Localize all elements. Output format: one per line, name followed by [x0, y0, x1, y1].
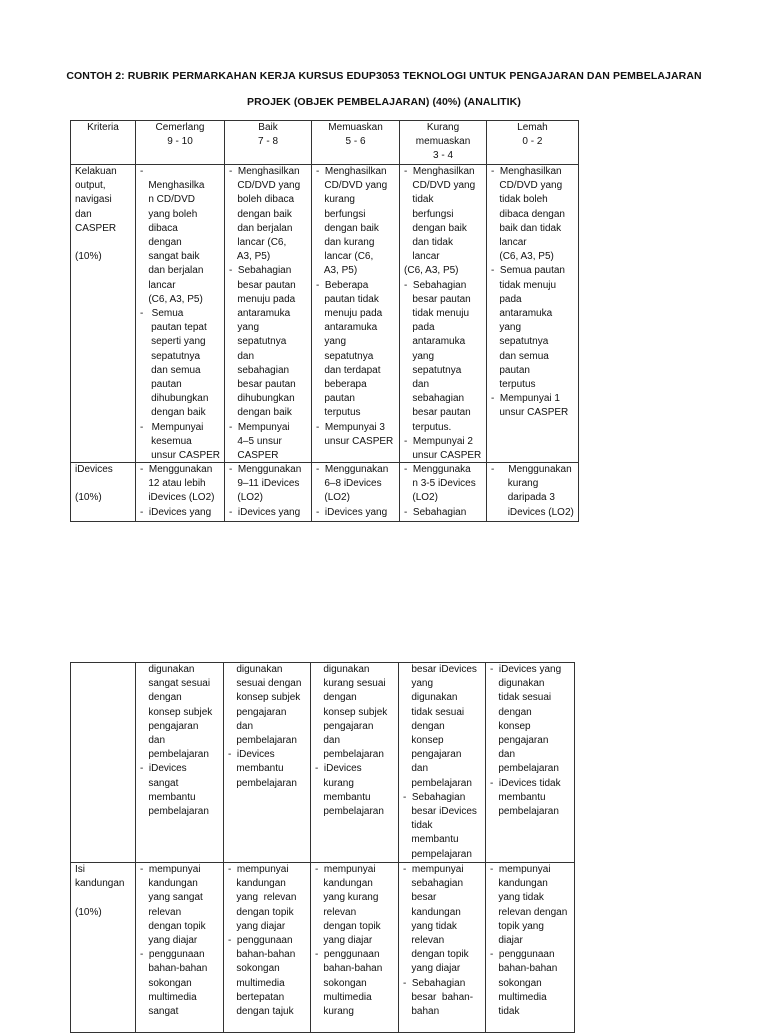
cell-text-line: - mempunyai: [490, 864, 551, 875]
cell-text-line: yang relevan: [228, 892, 297, 904]
cell-text-line: yang kurang: [315, 892, 379, 904]
table-row: [71, 663, 575, 863]
cell-text-line: konsep subjek: [228, 692, 301, 704]
cell-text-line: - penggunaan: [140, 949, 205, 961]
cell-text-line: pengajaran: [490, 735, 549, 747]
cell-text-line: -: [140, 166, 144, 177]
cell-text-line: pada: [491, 293, 522, 305]
cell-text-line: (C6, A3, P5): [404, 265, 459, 277]
cell-text-line: kurang: [491, 478, 539, 490]
cell-text-line: yang diajar: [315, 935, 373, 947]
table-row: [71, 863, 575, 1033]
cell-text-line: - iDevices yang: [229, 506, 301, 518]
cell-text-line: konsep subjek: [140, 706, 213, 718]
cell-text-line: pembelajaran: [315, 749, 384, 761]
cell-text-line: dan: [228, 720, 254, 732]
cell-text-line: lancar: [404, 251, 440, 263]
cell-text-line: - iDevices: [140, 763, 187, 775]
cell-text-line: CD/DVD yang: [491, 180, 563, 192]
cell-text-line: CASPER: [229, 450, 279, 462]
cell-text-line: Kurang: [426, 122, 460, 133]
cell-text-line: sangat baik: [140, 251, 200, 263]
cell-text-line: sangat: [140, 1006, 179, 1018]
descriptor-cell: [225, 165, 312, 463]
cell-text-line: - penggunaan: [490, 949, 555, 961]
cell-text-line: kurang: [315, 777, 354, 789]
cell-text-line: besar: [403, 892, 437, 904]
cell-text-line: dan: [404, 379, 430, 391]
cell-text-line: Kelakuan: [75, 166, 117, 177]
cell-text-line: Lemah: [517, 122, 548, 133]
cell-text-line: kurang: [315, 1006, 354, 1018]
descriptor-cell: [486, 663, 575, 863]
cell-text-line: - Mempunyai: [229, 421, 290, 433]
cell-text-line: sepatutnya: [316, 350, 374, 362]
cell-text-line: dengan: [490, 706, 532, 718]
cell-text-line: yang: [403, 678, 434, 690]
cell-text-line: seperti yang: [140, 336, 206, 348]
cell-text-line: kandungan: [228, 878, 286, 890]
cell-text-line: dan: [75, 208, 92, 220]
cell-text-line: sangat sesuai: [140, 678, 211, 690]
cell-text-line: dan terdapat: [316, 364, 381, 376]
criteria-cell: [71, 463, 136, 522]
cell-text-line: sepatutnya: [404, 364, 462, 376]
descriptor-cell: [224, 663, 311, 863]
cell-text-line: kurang: [316, 194, 355, 206]
cell-text-line: bertepatan: [228, 991, 285, 1003]
cell-text-line: dan semua: [140, 364, 201, 376]
cell-text-line: pembelajaran: [490, 806, 559, 818]
cell-text-line: - Sebahagian: [403, 791, 466, 803]
cell-text-line: dengan tajuk: [228, 1006, 294, 1018]
cell-text-line: kandungan: [75, 878, 125, 890]
cell-text-line: yang: [491, 322, 522, 334]
cell-text-line: pengajaran: [403, 749, 462, 761]
cell-text-line: antaramuka: [316, 322, 378, 334]
cell-text-line: memuaskan: [415, 136, 471, 148]
cell-text-line: pembelajaran: [228, 777, 297, 789]
cell-text-line: multimedia: [140, 991, 197, 1003]
cell-text-line: sokongan: [140, 977, 192, 989]
cell-text-line: digunakan: [315, 664, 370, 675]
cell-text-line: tidak: [404, 194, 434, 206]
cell-text-line: 9–11 iDevices: [229, 478, 300, 490]
criteria-cell: [71, 663, 136, 863]
cell-text-line: antaramuka: [404, 336, 466, 348]
rubric-table-part-1: [70, 120, 579, 522]
descriptor-cell: [224, 863, 311, 1033]
cell-text-line: yang tidak: [403, 920, 457, 932]
cell-text-line: dengan baik: [229, 407, 292, 419]
table-row: [71, 463, 579, 522]
cell-text-line: (LO2): [404, 492, 438, 504]
header-kriteria: [71, 121, 136, 165]
cell-text-line: - iDevices yang: [140, 506, 212, 518]
table-row: [71, 165, 579, 463]
cell-text-line: dengan: [403, 720, 445, 732]
cell-text-line: multimedia: [315, 991, 372, 1003]
cell-text-line: (LO2): [316, 492, 350, 504]
cell-text-line: membantu: [315, 791, 371, 803]
descriptor-cell: [311, 663, 399, 863]
cell-text-line: 4–5 unsur: [229, 435, 282, 447]
cell-text-line: - iDevices: [228, 749, 275, 761]
cell-text-line: bahan-bahan: [490, 963, 558, 975]
descriptor-cell: [400, 165, 487, 463]
cell-text-line: menuju pada: [229, 293, 296, 305]
cell-text-line: dan: [229, 350, 255, 362]
descriptor-cell: [312, 165, 400, 463]
cell-text-line: antaramuka: [491, 308, 553, 320]
cell-text-line: berfungsi: [404, 208, 454, 220]
cell-text-line: dengan: [315, 692, 357, 704]
cell-text-line: besar pautan: [404, 293, 471, 305]
descriptor-cell: [136, 863, 224, 1033]
cell-text-line: - Menghasilkan: [491, 166, 562, 177]
cell-text-line: yang diajar: [403, 963, 461, 975]
cell-text-line: dengan baik: [229, 208, 292, 220]
cell-text-line: pembelajaran: [140, 806, 209, 818]
cell-text-line: iDevices (LO2): [140, 492, 215, 504]
cell-text-line: yang: [404, 350, 435, 362]
cell-text-line: digunakan: [228, 664, 283, 675]
cell-text-line: dibaca dengan: [491, 208, 565, 220]
cell-text-line: - Menghasilkan: [404, 166, 475, 177]
cell-text-line: relevan: [315, 906, 357, 918]
cell-text-line: unsur CASPER: [404, 450, 482, 462]
criteria-cell: [71, 863, 136, 1033]
cell-text-line: CD/DVD yang: [229, 180, 301, 192]
cell-text-line: konsep subjek: [315, 706, 388, 718]
cell-text-line: yang boleh: [140, 208, 198, 220]
cell-text-line: pautan: [491, 364, 530, 376]
cell-text-line: yang sangat: [140, 892, 203, 904]
cell-text-line: bahan-bahan: [228, 949, 296, 961]
cell-text-line: kandungan: [490, 878, 548, 890]
header-memuaskan: [312, 121, 400, 165]
cell-text-line: dihubungkan: [229, 393, 295, 405]
cell-text-line: menuju pada: [316, 308, 383, 320]
cell-text-line: dengan: [140, 237, 182, 249]
cell-text-line: kesemua: [140, 435, 192, 447]
rubric-table-part-2: [70, 662, 575, 1033]
cell-text-line: - Sebahagian: [403, 977, 466, 989]
cell-text-line: sepatutnya: [491, 336, 549, 348]
header-kurang-memuaskan: [400, 121, 487, 165]
cell-text-line: dan kurang: [316, 237, 375, 249]
cell-text-line: dihubungkan: [140, 393, 209, 405]
cell-text-line: dengan topik: [228, 906, 294, 918]
cell-text-line: CD/DVD yang: [316, 180, 388, 192]
descriptor-cell: [487, 463, 579, 522]
cell-text-line: [75, 236, 131, 250]
cell-text-line: unsur CASPER: [140, 450, 221, 462]
cell-text-line: yang diajar: [228, 920, 286, 932]
cell-text-line: dan: [403, 763, 429, 775]
cell-text-line: pautan: [140, 379, 182, 391]
cell-text-line: 12 atau lebih: [140, 478, 206, 490]
cell-text-line: CD/DVD yang: [404, 180, 476, 192]
cell-text-line: [75, 477, 131, 491]
cell-text-line: tidak boleh: [491, 194, 548, 206]
cell-text-line: - Menggunakan: [491, 464, 572, 475]
cell-text-line: pautan tidak: [316, 293, 379, 305]
cell-text-line: sebahagian: [403, 878, 464, 890]
cell-text-line: relevan: [403, 935, 445, 947]
header-baik: [225, 121, 312, 165]
cell-text-line: lancar (C6,: [229, 237, 287, 249]
cell-text-line: navigasi: [75, 194, 112, 206]
cell-text-line: besar iDevices: [403, 806, 477, 818]
cell-text-line: terputus: [316, 407, 361, 419]
cell-text-line: - penggunaan: [228, 935, 293, 947]
cell-text-line: pembelajaran: [403, 777, 472, 789]
cell-text-line: besar bahan-: [403, 991, 474, 1003]
cell-text-line: - Beberapa: [316, 279, 369, 291]
cell-text-line: - penggunaan: [315, 949, 380, 961]
cell-text-line: iDevices: [75, 464, 113, 475]
cell-text-line: dengan baik: [140, 407, 206, 419]
cell-text-line: konsep: [403, 735, 444, 747]
cell-text-line: n CD/DVD: [140, 194, 196, 206]
cell-text-line: - Menghasilkan: [316, 166, 387, 177]
cell-text-line: pengajaran: [228, 706, 287, 718]
cell-text-line: relevan: [140, 906, 182, 918]
cell-text-line: daripada 3: [491, 492, 555, 504]
header-lemah: [487, 121, 579, 165]
cell-text-line: Kriteria: [87, 122, 119, 133]
cell-text-line: pempelajaran: [403, 848, 472, 860]
cell-text-line: - Menggunakan: [316, 464, 389, 475]
cell-text-line: pembelajaran: [228, 735, 297, 747]
cell-text-line: (C6, A3, P5): [491, 251, 554, 263]
cell-text-line: konsep: [490, 720, 531, 732]
cell-text-line: pengajaran: [315, 720, 374, 732]
cell-text-line: sebahagian: [404, 393, 465, 405]
cell-text-line: sokongan: [490, 977, 542, 989]
cell-text-line: sokongan: [315, 977, 367, 989]
cell-text-line: 0 - 2: [522, 136, 543, 148]
cell-text-line: membantu: [403, 834, 459, 846]
cell-text-line: tidak menuju: [491, 279, 557, 291]
cell-text-line: dan: [315, 735, 341, 747]
cell-text-line: A3, P5): [229, 251, 271, 263]
cell-text-line: pautan: [316, 393, 355, 405]
cell-text-line: tidak: [403, 820, 433, 832]
cell-text-line: - iDevices yang: [490, 664, 562, 675]
cell-text-line: 5 - 6: [345, 136, 366, 148]
cell-text-line: sokongan: [228, 963, 280, 975]
cell-text-line: - iDevices tidak: [490, 777, 561, 789]
descriptor-cell: [486, 863, 575, 1033]
descriptor-cell: [136, 165, 225, 463]
cell-text-line: - Semua pautan: [491, 265, 565, 277]
cell-text-line: besar pautan: [404, 407, 471, 419]
document-title-line-1: CONTOH 2: RUBRIK PERMARKAHAN KERJA KURSUS EDUP3053 TEKNOLOGI UNTUK PENGAJARAN DAN PEMBELAJARAN: [66, 70, 702, 82]
cell-text-line: pembelajaran: [140, 749, 209, 761]
cell-text-line: (10%): [75, 492, 102, 504]
cell-text-line: CASPER: [75, 222, 117, 234]
cell-text-line: membantu: [228, 763, 284, 775]
cell-text-line: Cemerlang: [155, 122, 205, 133]
cell-text-line: membantu: [490, 791, 546, 803]
cell-text-line: dan semua: [491, 350, 549, 362]
cell-text-line: - Menggunaka: [404, 464, 471, 475]
cell-text-line: tidak: [490, 1006, 520, 1018]
cell-text-line: - iDevices: [315, 763, 362, 775]
descriptor-cell: [400, 463, 487, 522]
cell-text-line: lancar (C6,: [316, 251, 374, 263]
cell-text-line: sangat: [140, 777, 179, 789]
cell-text-line: - Menghasilkan: [229, 166, 300, 177]
cell-text-line: relevan dengan: [490, 906, 568, 918]
cell-text-line: berfungsi: [316, 208, 366, 220]
cell-text-line: pengajaran: [140, 720, 199, 732]
cell-text-line: unsur CASPER: [491, 407, 569, 419]
cell-text-line: besar pautan: [229, 379, 296, 391]
cell-text-line: - Mempunyai 2: [404, 435, 473, 447]
cell-text-line: sepatutnya: [140, 350, 201, 362]
cell-text-line: tidak sesuai: [403, 706, 465, 718]
cell-text-line: - mempunyai: [228, 864, 289, 875]
cell-text-line: baik dan tidak: [491, 222, 562, 234]
cell-text-line: multimedia: [228, 977, 285, 989]
cell-text-line: dan: [140, 735, 166, 747]
cell-text-line: Menghasilka: [140, 180, 205, 192]
cell-text-line: digunakan: [140, 664, 195, 675]
descriptor-cell: [136, 463, 225, 522]
cell-text-line: iDevices (LO2): [491, 506, 574, 518]
cell-text-line: dibaca: [140, 222, 178, 234]
cell-text-line: terputus: [491, 379, 536, 391]
descriptor-cell: [311, 863, 399, 1033]
cell-text-line: sebahagian: [229, 364, 290, 376]
cell-text-line: 9 - 10: [167, 136, 193, 148]
descriptor-cell: [225, 463, 312, 522]
cell-text-line: bahan-bahan: [315, 963, 383, 975]
cell-text-line: yang: [229, 322, 260, 334]
cell-text-line: besar pautan: [229, 279, 296, 291]
cell-text-line: dan berjalan: [229, 222, 293, 234]
cell-text-line: - Mempunyai 1: [491, 393, 560, 405]
cell-text-line: - mempunyai: [140, 864, 201, 875]
cell-text-line: 6–8 iDevices: [316, 478, 382, 490]
cell-text-line: - Sebahagian: [404, 279, 467, 291]
cell-text-line: tidak menuju: [404, 308, 470, 320]
cell-text-line: dengan: [140, 692, 182, 704]
cell-text-line: dengan baik: [404, 222, 467, 234]
cell-text-line: kurang sesuai: [315, 678, 386, 690]
cell-text-line: kandungan: [315, 878, 373, 890]
cell-text-line: boleh dibaca: [229, 194, 295, 206]
cell-text-line: dan tidak: [404, 237, 453, 249]
cell-text-line: pada: [404, 322, 435, 334]
table-header-row: [71, 121, 579, 165]
cell-text-line: n 3-5 iDevices: [404, 478, 476, 490]
descriptor-cell: [136, 663, 224, 863]
cell-text-line: (C6, A3, P5): [140, 293, 203, 305]
cell-text-line: - Semua: [140, 308, 184, 320]
cell-text-line: sepatutnya: [229, 336, 287, 348]
cell-text-line: beberapa: [316, 379, 367, 391]
cell-text-line: 3 - 4: [433, 150, 454, 162]
cell-text-line: yang: [316, 336, 347, 348]
cell-text-line: dengan topik: [403, 949, 469, 961]
cell-text-line: digunakan: [403, 692, 458, 704]
cell-text-line: - Mempunyai 3: [316, 421, 385, 433]
cell-text-line: terputus.: [404, 421, 452, 433]
criteria-cell: [71, 165, 136, 463]
cell-text-line: - iDevices yang: [316, 506, 388, 518]
cell-text-line: dan: [490, 749, 516, 761]
cell-text-line: - Sebahagian: [404, 506, 467, 518]
cell-text-line: digunakan: [490, 678, 545, 690]
cell-text-line: kandungan: [403, 906, 461, 918]
cell-text-line: antaramuka: [229, 308, 291, 320]
descriptor-cell: [399, 863, 486, 1033]
cell-text-line: bahan-bahan: [140, 963, 208, 975]
cell-text-line: 7 - 8: [258, 136, 279, 148]
cell-text-line: bahan: [403, 1006, 440, 1018]
cell-text-line: - Sebahagian: [229, 265, 292, 277]
cell-text-line: yang diajar: [140, 935, 198, 947]
descriptor-cell: [312, 463, 400, 522]
cell-text-line: dengan topik: [315, 920, 381, 932]
cell-text-line: - mempunyai: [315, 864, 376, 875]
cell-text-line: - Mempunyai: [140, 421, 204, 433]
cell-text-line: - Menggunakan: [229, 464, 302, 475]
cell-text-line: diajar: [490, 935, 523, 947]
document-title-line-2: PROJEK (OBJEK PEMBELAJARAN) (40%) (ANALITIK): [247, 96, 521, 108]
cell-text-line: kandungan: [140, 878, 198, 890]
cell-text-line: lancar: [491, 237, 527, 249]
cell-text-line: unsur CASPER: [316, 435, 394, 447]
cell-text-line: multimedia: [490, 991, 547, 1003]
cell-text-line: Isi: [75, 864, 85, 875]
cell-text-line: topik yang: [490, 920, 544, 932]
descriptor-cell: [399, 663, 486, 863]
cell-text-line: (10%): [75, 906, 102, 918]
cell-text-line: tidak sesuai: [490, 692, 552, 704]
header-cemerlang: [136, 121, 225, 165]
cell-text-line: - Menggunakan: [140, 464, 213, 475]
cell-text-line: yang tidak: [490, 892, 544, 904]
cell-text-line: sesuai dengan: [228, 678, 302, 690]
cell-text-line: besar iDevices: [403, 664, 477, 675]
descriptor-cell: [487, 165, 579, 463]
cell-text-line: pembelajaran: [315, 806, 384, 818]
cell-text-line: Memuaskan: [328, 122, 383, 133]
cell-text-line: Baik: [258, 122, 278, 133]
cell-text-line: (10%): [75, 251, 102, 263]
cell-text-line: A3, P5): [316, 265, 358, 277]
cell-text-line: dengan baik: [316, 222, 379, 234]
cell-text-line: output,: [75, 180, 106, 192]
cell-text-line: lancar: [140, 279, 176, 291]
cell-text-line: [75, 891, 131, 905]
cell-text-line: pembelajaran: [490, 763, 559, 775]
cell-text-line: - mempunyai: [403, 864, 464, 875]
cell-text-line: dengan topik: [140, 920, 206, 932]
cell-text-line: pautan tepat: [140, 322, 207, 334]
cell-text-line: membantu: [140, 791, 196, 803]
cell-text-line: (LO2): [229, 492, 263, 504]
cell-text-line: dan berjalan: [140, 265, 204, 277]
